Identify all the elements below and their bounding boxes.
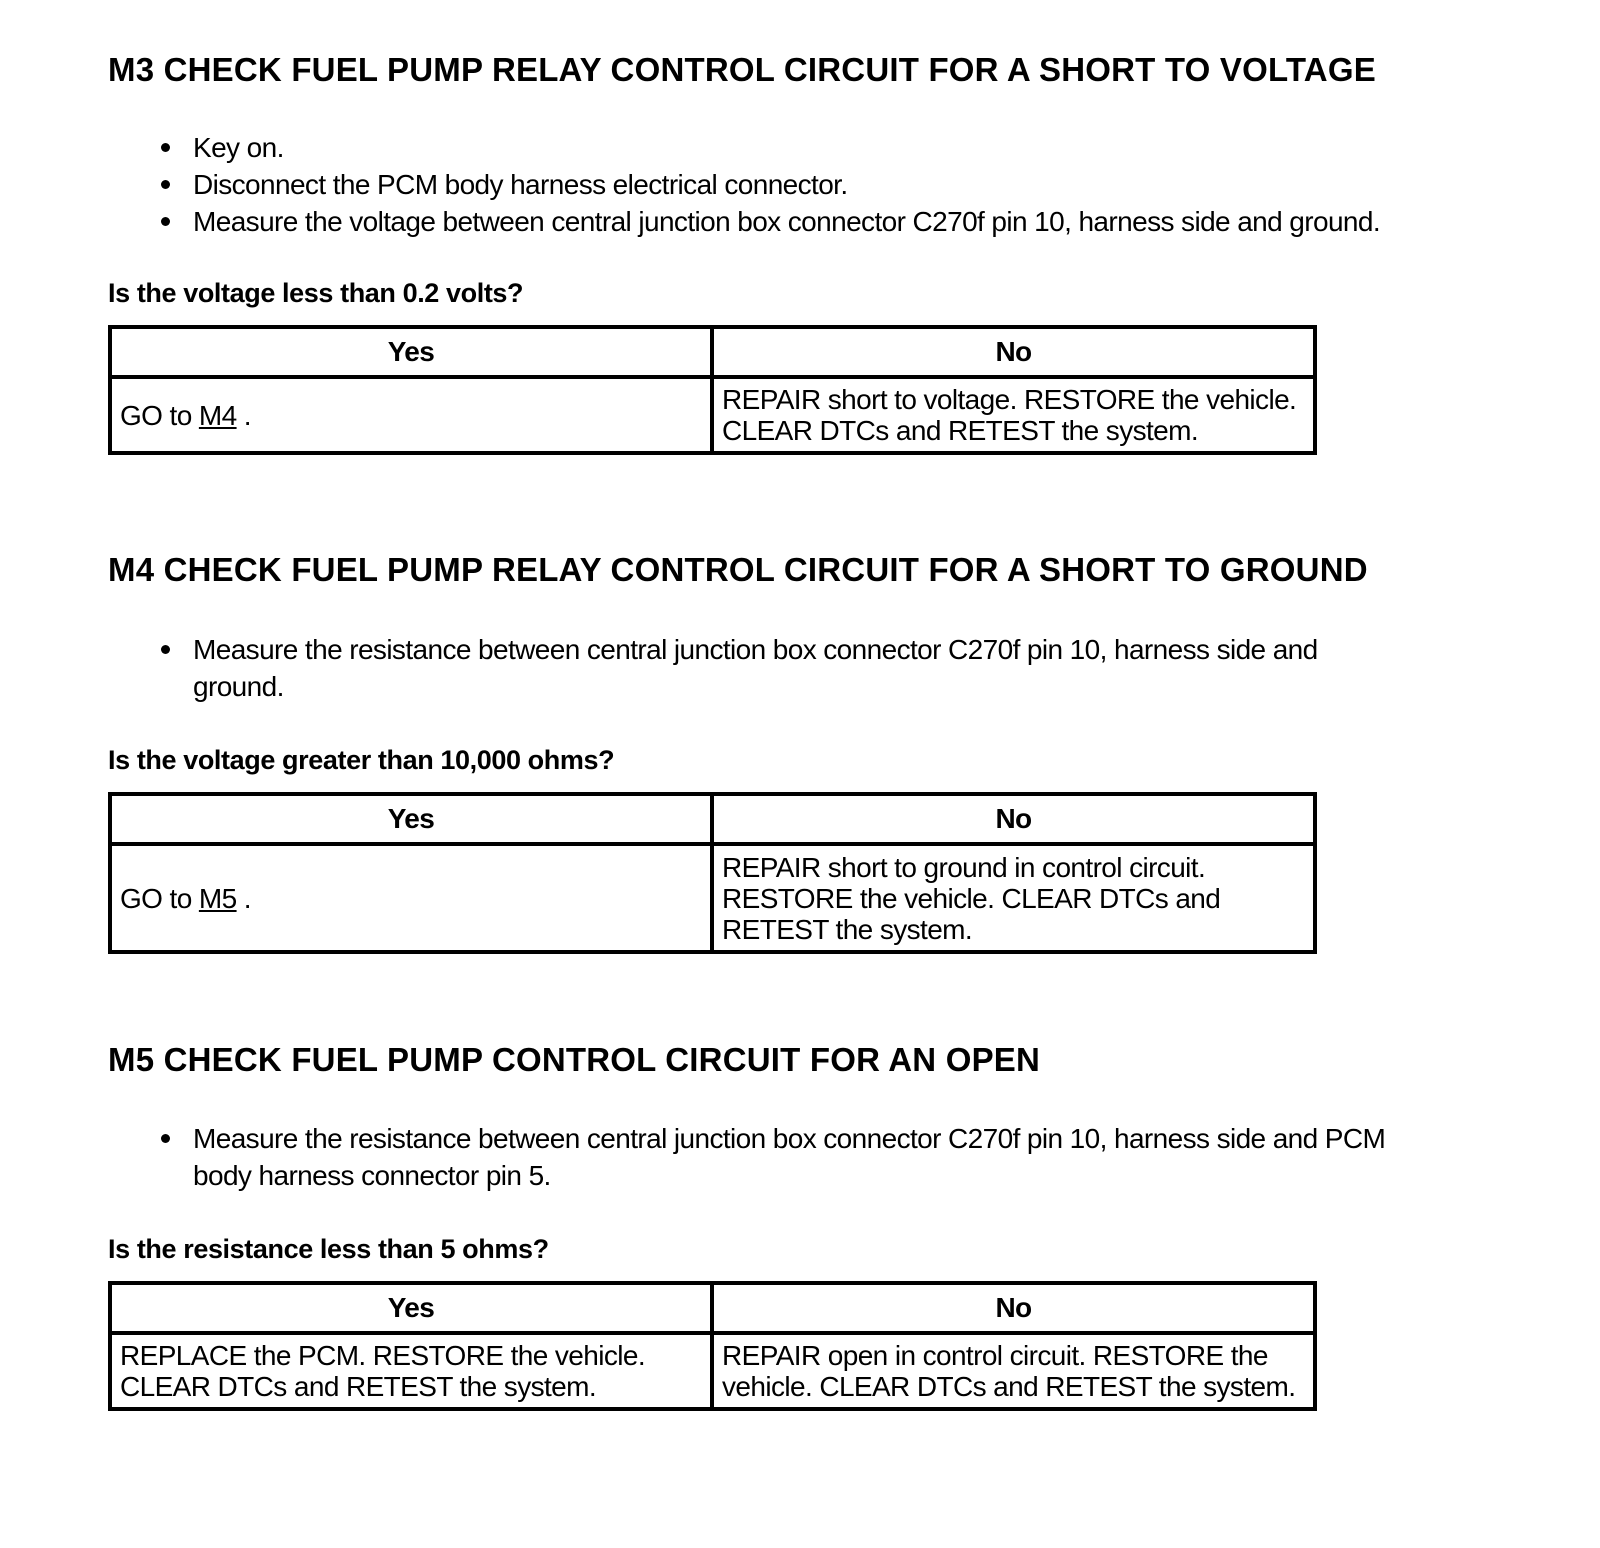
step-m4-title: M4 CHECK FUEL PUMP RELAY CONTROL CIRCUIT FOR A SHORT TO GROUND [108,551,1368,588]
step-m5-title: M5 CHECK FUEL PUMP CONTROL CIRCUIT FOR AN OPEN [108,1041,1041,1078]
table-header-row [110,794,1315,844]
no-cell: REPAIR short to ground in control circuit. RESTORE the vehicle. CLEAR DTCs and RETEST the system. [712,844,1315,952]
step-m4-result-table [108,792,1317,954]
step-m4-question: Is the voltage greater than 10,000 ohms? [108,745,615,775]
step-m3-result-table [108,325,1317,455]
table-header-row [110,327,1315,377]
table-row [110,1333,1315,1409]
yes-cell: REPLACE the PCM. RESTORE the vehicle. CLEAR DTCs and RETEST the system. [110,1333,712,1409]
step-m3-instructions [108,129,1508,240]
no-cell: REPAIR open in control circuit. RESTORE the vehicle. CLEAR DTCs and RETEST the system. [712,1333,1315,1409]
yes-suffix: . [236,399,251,431]
go-to-m5-link[interactable]: M5 [198,882,237,914]
step-m5-section [108,1038,1508,1411]
yes-header: Yes [110,1283,712,1333]
yes-prefix: GO to [120,882,199,914]
yes-cell [110,377,712,453]
instruction-item: Measure the resistance between central junction box connector C270f pin 10, harness side and ground. [193,631,1358,705]
step-m3-title: M3 CHECK FUEL PUMP RELAY CONTROL CIRCUIT FOR A SHORT TO VOLTAGE [108,51,1376,88]
step-m5-result-table [108,1281,1317,1411]
no-header: No [712,794,1315,844]
yes-cell [110,844,712,952]
table-header-row [110,1283,1315,1333]
instruction-item: Key on. [193,129,1508,166]
table-row [110,844,1315,952]
step-m3-question: Is the voltage less than 0.2 volts? [108,278,524,308]
yes-header: Yes [110,794,712,844]
yes-prefix: GO to [120,399,199,431]
instruction-item: Measure the resistance between central junction box connector C270f pin 10, harness side and PCM body harness connector pin 5. [193,1120,1448,1194]
step-m5-question: Is the resistance less than 5 ohms? [108,1234,549,1264]
go-to-m4-link[interactable]: M4 [198,399,237,431]
step-m4-instructions [108,631,1508,705]
instruction-item: Disconnect the PCM body harness electrical connector. [193,166,1508,203]
yes-suffix: . [236,882,251,914]
no-header: No [712,327,1315,377]
instruction-item: Measure the voltage between central junction box connector C270f pin 10, harness side and ground. [193,203,1508,240]
no-cell: REPAIR short to voltage. RESTORE the vehicle. CLEAR DTCs and RETEST the system. [712,377,1315,453]
yes-header: Yes [110,327,712,377]
step-m5-instructions [108,1120,1508,1194]
step-m3-section [108,48,1508,455]
no-header: No [712,1283,1315,1333]
table-row [110,377,1315,453]
step-m4-section [108,548,1508,954]
